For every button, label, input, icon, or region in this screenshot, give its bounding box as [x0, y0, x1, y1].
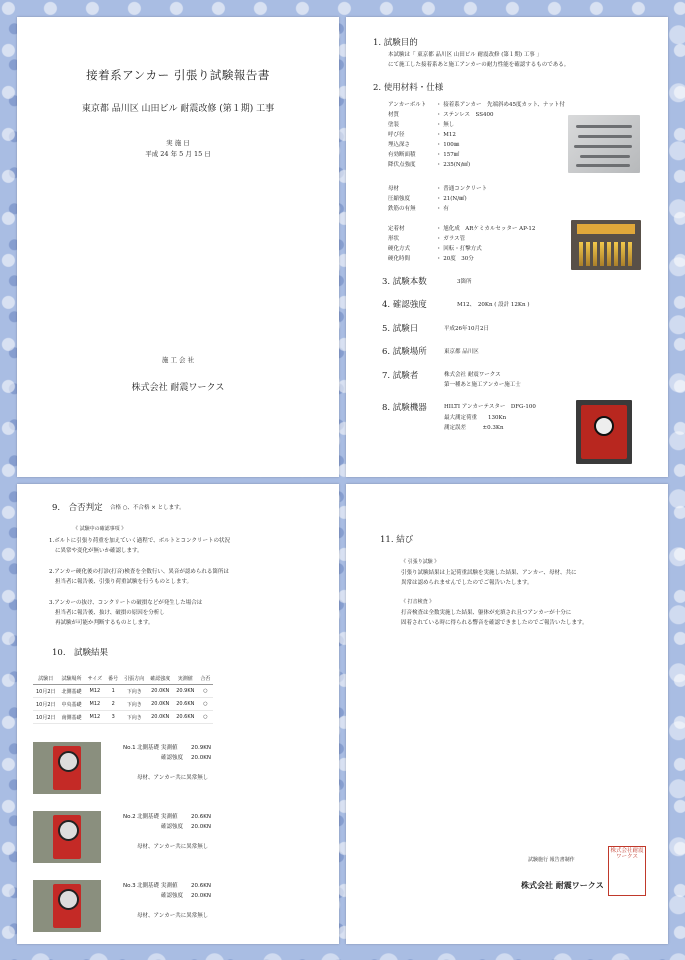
- tap-title: 《 打音検査 》: [401, 599, 435, 605]
- note-3-line2: 担当者に報告後、抜け、破損の原因を分析し: [55, 610, 165, 616]
- section-8-line2: 最大測定荷重 130Kn: [444, 415, 507, 421]
- footer-company-name: 株式会社 耐震ワークス: [521, 881, 604, 890]
- table-row: 10月2日 南側基礎 M12 3 下向き 20.0KN 20.6KN ○: [33, 711, 213, 724]
- spec-row: 鉄筋の有無 ・ 有: [388, 206, 449, 212]
- table-row: 10月2日 中央基礎 M12 2 下向き 20.0KN 20.6KN ○: [33, 698, 213, 711]
- note-2-line2: 担当者に報告後、引張り荷重試験を行うものとします。: [55, 579, 193, 585]
- test-3-result: No.3北側基礎 実測値 20.6KN 確認強度 20.0KN 母材、アンカー共に異常無し: [123, 883, 211, 919]
- section-5-value: 平成26年10月2日: [444, 326, 489, 332]
- section-8-line1: HILTI アンカーテスター DFG-100: [444, 404, 536, 410]
- section-2-title: 2. 使用材料・仕様: [373, 83, 444, 93]
- results-page: [17, 484, 339, 944]
- test-2-photo: [33, 811, 101, 863]
- section-7-line2: 第一種あと施工アンカー施工士: [444, 382, 521, 388]
- spec-page: [346, 17, 668, 477]
- note-2-line1: 2.アンカー硬化後の打診(打音)検査を全数行い、異音が認められる箇所は: [49, 569, 229, 575]
- report-title: 接着系アンカー 引張り試験報告書: [86, 68, 270, 82]
- section-1-line1: 本試験は「 東京都 品川区 山田ビル 耐震改修 (第１期) 工事 」: [388, 52, 543, 58]
- section-6-value: 東京都 品川区: [444, 349, 479, 355]
- section-7-line1: 株式会社 耐震ワークス: [444, 372, 501, 378]
- section-7-title: 7. 試験者: [382, 371, 419, 381]
- test-2-result: No.2北側基礎 実測値 20.6KN 確認強度 20.0KN 母材、アンカー共に異常無し: [123, 814, 211, 850]
- spec-row: 呼び径 ・ M12: [388, 132, 456, 138]
- note-1-line2: に異常や変化が無いか確認します。: [55, 548, 143, 554]
- section-4-title: 4. 確認強度: [382, 300, 427, 310]
- results-table: [33, 672, 213, 724]
- footer-small-text: 試験施行 報告書制作: [528, 857, 575, 863]
- tension-line1: 引張り試験結果は上記荷重試験を実施した結果、アンカー、母材、共に: [401, 570, 577, 576]
- note-3-line1: 3.アンカーの抜け、コンクリートの破損などが発生した場合は: [49, 600, 203, 606]
- spec-row: 定着材 ・ 旭化成 ARケミカルセッター AP-12: [388, 226, 536, 232]
- company-seal-stamp: 株式会社耐震ワークス: [608, 846, 646, 896]
- date-label: 実 施 日: [166, 139, 190, 147]
- section-10-title: 10. 試験結果: [52, 648, 109, 658]
- spec-row: 材質 ・ ステンレス SS400: [388, 112, 494, 118]
- section-6-title: 6. 試験場所: [382, 347, 427, 357]
- spec-row: 埋込深さ ・ 100㎜: [388, 142, 460, 148]
- test-1-result: No.1北側基礎 実測値 20.9KN 確認強度 20.0KN 母材、アンカー共に異常無し: [123, 745, 211, 781]
- section-11-title: 11. 結び: [380, 535, 414, 545]
- section-8-line3: 測定誤差 ±0.3Kn: [444, 425, 504, 431]
- date-value: 平成 24 年 5 月 15 日: [145, 150, 211, 158]
- spec-row: 圧縮強度 ・ 21(N/㎟): [388, 196, 467, 202]
- section-3-title: 3. 試験本数: [382, 277, 427, 287]
- section-9-rule: 合格 ○、不合格 × とします。: [110, 505, 185, 511]
- spec-row: 降伏点強度 ・ 235(N/㎟): [388, 162, 471, 168]
- tap-line1: 打音検査は全数実施した結果、躯体が充填され且つアンカーが十分に: [401, 610, 572, 616]
- spec-row: 母材 ・ 普通コンクリート: [388, 186, 488, 192]
- table-row: 10月2日 北側基礎 M12 1 下向き 20.0KN 20.9KN ○: [33, 685, 213, 698]
- tap-line2: 固着されている時に得られる響音を確認できましたのでご報告いたします。: [401, 620, 588, 626]
- anchor-bolts-photo: [568, 115, 640, 173]
- tension-title: 《 引張り試験 》: [401, 559, 440, 565]
- spec-row: 塗装 ・ 無し: [388, 122, 455, 128]
- table-header-row: 試験日 試験場所 サイズ 番号 引張方向 確認強度 実測値 合否: [33, 672, 213, 685]
- notes-title: 《 試験中の確認事項 》: [73, 526, 127, 532]
- conclusion-page: [346, 484, 668, 944]
- section-4-value: M12、 20Kn ( 設計 12Kn ): [457, 302, 530, 308]
- contractor-name: 株式会社 耐震ワークス: [131, 383, 225, 393]
- tension-line2: 異常は認められませんでしたのでご報告いたします。: [401, 580, 533, 586]
- section-1-line2: にて施工した接着系あと施工アンカーの耐力性能を確認するものである。: [388, 62, 570, 68]
- note-3-line3: 再試験が可能か判断するものとします。: [55, 620, 154, 626]
- section-1-title: 1. 試験目的: [373, 38, 418, 48]
- spec-row: 有効断面積 ・ 157㎟: [388, 152, 460, 158]
- cover-page: [17, 17, 339, 477]
- anchor-tester-photo: [576, 400, 632, 464]
- note-1-line1: 1.ボルトに引張り荷重を加えていく過程で、ボルトとコンクリートの状況: [49, 538, 231, 544]
- spec-row: アンカーボルト ・ 接着系アンカー 先端斜め45度カット、ナット付: [388, 102, 565, 108]
- section-5-title: 5. 試験日: [382, 324, 419, 334]
- adhesive-capsule-photo: [571, 220, 641, 270]
- spec-row: 形状 ・ ガラス管: [388, 236, 466, 242]
- contractor-label: 施 工 会 社: [161, 356, 195, 364]
- test-3-photo: [33, 880, 101, 932]
- spec-row: 硬化時間 ・ 20度 30分: [388, 256, 474, 262]
- spec-row: 硬化方式 ・ 回転・打撃方式: [388, 246, 482, 252]
- test-1-photo: [33, 742, 101, 794]
- section-8-title: 8. 試験機器: [382, 403, 427, 413]
- section-9-title: 9. 合否判定: [52, 503, 103, 513]
- section-3-value: 3箇所: [457, 279, 472, 285]
- project-name: 東京都 品川区 山田ビル 耐震改修 (第１期) 工事: [81, 104, 275, 114]
